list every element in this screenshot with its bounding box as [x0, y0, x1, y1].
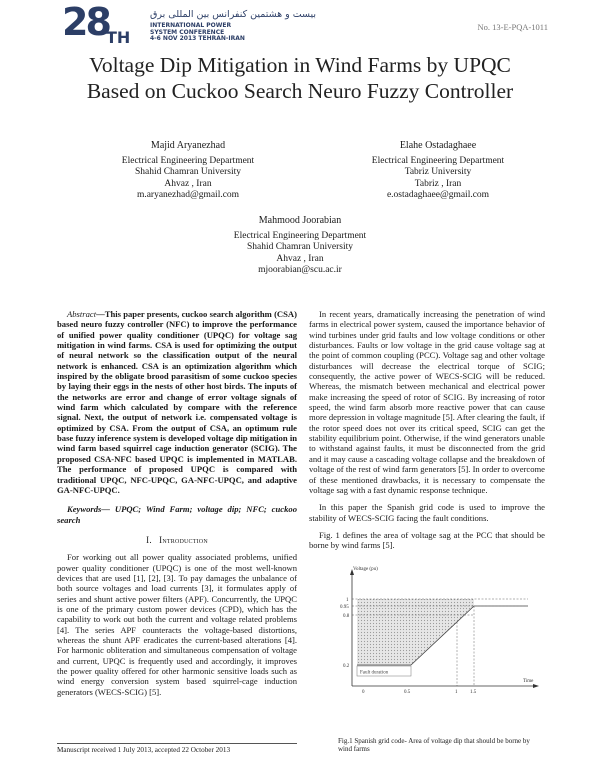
author-city: Ahvaz , Iran — [276, 253, 324, 264]
author-dept: Electrical Engineering Department — [371, 155, 505, 166]
abstract-text: —This paper presents, cuckoo search algorithm (CSA) based neuro fuzzy controller (NFC) to improve the performance of unified power quality conditioner (UPQC) for voltage sag mitigation in wind farms. CSA is used for optimizing the output of neural network so the classification output of the neural network is enhanced. CSA is an optimization algorithm which inspired by the obligate brood parasitism of some cuckoo species by laying their eggs in the nests of other host birds. The inputs of the networks are error and change of error voltage signals of wind farm which calculated by compare with the reference signal. Next, the output of network i.e. compensated voltage is optimized by CSA. From the output of CSA, an optimum rule base fuzzy inference system is developed voltage dip mitigation in wind farm based squirrel cage induction generator (SCIG). The proposed CSA-NFC based UPQC is implemented in MATLAB. The performance of proposed UPQC is compared with traditional UPQC, NFC-UPQC, GA-NFC-UPQC, and adaptive GA-NFC-UPQC. — [57, 309, 297, 495]
author-univ: Shahid Chamran University — [134, 167, 242, 177]
author-city: Ahvaz , Iran — [164, 178, 212, 189]
logo-number: 28 — [62, 0, 109, 44]
title-line: Voltage Dip Mitigation in Wind Farms by UPQC — [89, 53, 511, 77]
document-number: No. 13-E-PQA-1011 — [477, 22, 548, 32]
keywords-text: UPQC; Wind Farm; voltage dip; NFC; cuckoo search — [57, 504, 297, 525]
x-tick-label: 0.5 — [404, 690, 411, 695]
paper-title — [0, 52, 600, 104]
voltage-sag-figure — [330, 565, 542, 695]
title-line: Based on Cuckoo Search Neuro Fuzzy Controller — [86, 79, 514, 103]
author-name: Majid Aryanezhad — [150, 140, 226, 151]
author-name: Mahmood Joorabian — [258, 215, 342, 226]
footnote: Manuscript received 1 July 2013, accepted 22 October 2013 — [57, 743, 297, 754]
x-tick-label: 1.5 — [470, 690, 477, 695]
x-axis-label: Time — [523, 679, 534, 684]
author-email: e.ostadaghaee@gmail.com — [386, 190, 490, 200]
section-number: I. — [146, 534, 152, 545]
y-tick-label: 0.8 — [343, 614, 350, 619]
author-block — [200, 215, 400, 277]
x-tick-label: 1 — [455, 690, 458, 695]
author-block — [343, 140, 533, 202]
y-tick-label: 0.2 — [343, 664, 350, 669]
y-tick-label: 1 — [346, 598, 349, 603]
conference-logo — [62, 0, 317, 56]
author-block — [88, 140, 288, 202]
sag-area — [357, 599, 474, 665]
author-dept: Electrical Engineering Department — [233, 230, 367, 241]
left-column — [57, 309, 297, 697]
y-tick-label: 0.95 — [340, 605, 349, 610]
logo-line: SYSTEM CONFERENCE — [150, 28, 225, 36]
logo-english-text — [150, 23, 245, 43]
section-title: Introduction — [159, 534, 208, 545]
paragraph: In this paper the Spanish grid code is used to improve the stability of WECS-SCIG facing the fault conditions. — [309, 502, 545, 523]
author-city: Tabriz , Iran — [414, 178, 462, 189]
author-email: mjoorabian@scu.ac.ir — [258, 265, 342, 275]
paragraph: In recent years, dramatically increasing the penetration of wind farms in electrical power system, caused the importance behavior of wind turbines under grid faults and low voltage conditions or other disturbances. Faults or low voltage in the grid cause voltage sag at the point of common coupling (PCC). Voltage sag and other voltage disturbances will decrease the electrical torque of SCIG; consequently, the active power of WECS-SCIG will be reduced. Whereas, the mismatch between mechanical and electrical power make increasing the speed of rotor of SCIG. By increasing of rotor speed, the wind farm absorb more reactive power that can cause more depression in voltage magnitude [5]. After clearing the fault, if the rotor speed does not over its critical speed, SCIG can get the stability equilibrium point. Otherwise, if the wind generators unable to withstand against faults, it must be disconnected from the grid and it may cause a cascading voltage collapse and the breakdown of voltage of the rest of wind farm generators [5]. In order to overcome of these mentioned drawbacks, it is necessary to compensate the voltage sag with a fast dynamic response technique. — [309, 309, 545, 495]
logo-line: INTERNATIONAL POWER — [150, 22, 232, 29]
right-column — [309, 309, 545, 551]
x-axis-arrow — [533, 684, 539, 688]
author-univ: Shahid Chamran University — [246, 242, 354, 252]
abstract — [57, 309, 297, 495]
logo-persian-text: بیست و هشتمین کنفرانس بین المللی برق — [150, 9, 317, 20]
abstract-label: Abstract — [67, 309, 97, 319]
keywords — [57, 504, 297, 525]
logo-suffix: TH — [106, 28, 131, 47]
y-axis-label: Voltage (pu) — [353, 567, 378, 572]
keywords-label: Keywords— — [67, 504, 110, 515]
author-name: Elahe Ostadaghaee — [399, 140, 477, 151]
paragraph: For working out all power quality associated problems, unified power quality conditioner (UPQC) is one of the most well-known devices that are used [1], [2], [3]. To pay damages the unbalance of both source voltages and load currents [3], it formulates apply of series and shunt active power filters (APF). Concurrently, the UPQC is one of the primary custom power devices (CPD), which has the capability to work out both the current and voltage related problems [4]. The series APF counteracts the voltage-based distortions, whereas the shunt APF eradicates the current-based alterations [4]. For harmonic obliteration and simultaneous compensation of voltage and current, UPQC is frequently used and accordingly, it improves the power quality offered for other harmonic sensitive loads such as wind energy conversion system based squirrel-cage induction generators (WECS-SCIG) [5]. — [57, 552, 297, 697]
author-dept: Electrical Engineering Department — [121, 155, 255, 166]
author-email: m.aryanezhad@gmail.com — [136, 190, 240, 200]
logo-line: 4-6 NOV 2013 TEHRAN-IRAN — [150, 35, 245, 42]
fault-duration-label: Fault duration — [360, 670, 389, 676]
section-heading — [57, 535, 297, 545]
x-tick-label: 0 — [362, 690, 365, 695]
paragraph: Fig. 1 defines the area of voltage sag at the PCC that should be borne by wind farms [5]. — [309, 529, 545, 551]
author-univ: Tabriz University — [404, 167, 472, 177]
figure-caption: Fig.1 Spanish grid code- Area of voltage dip that should be borne by wind farms — [338, 737, 530, 754]
